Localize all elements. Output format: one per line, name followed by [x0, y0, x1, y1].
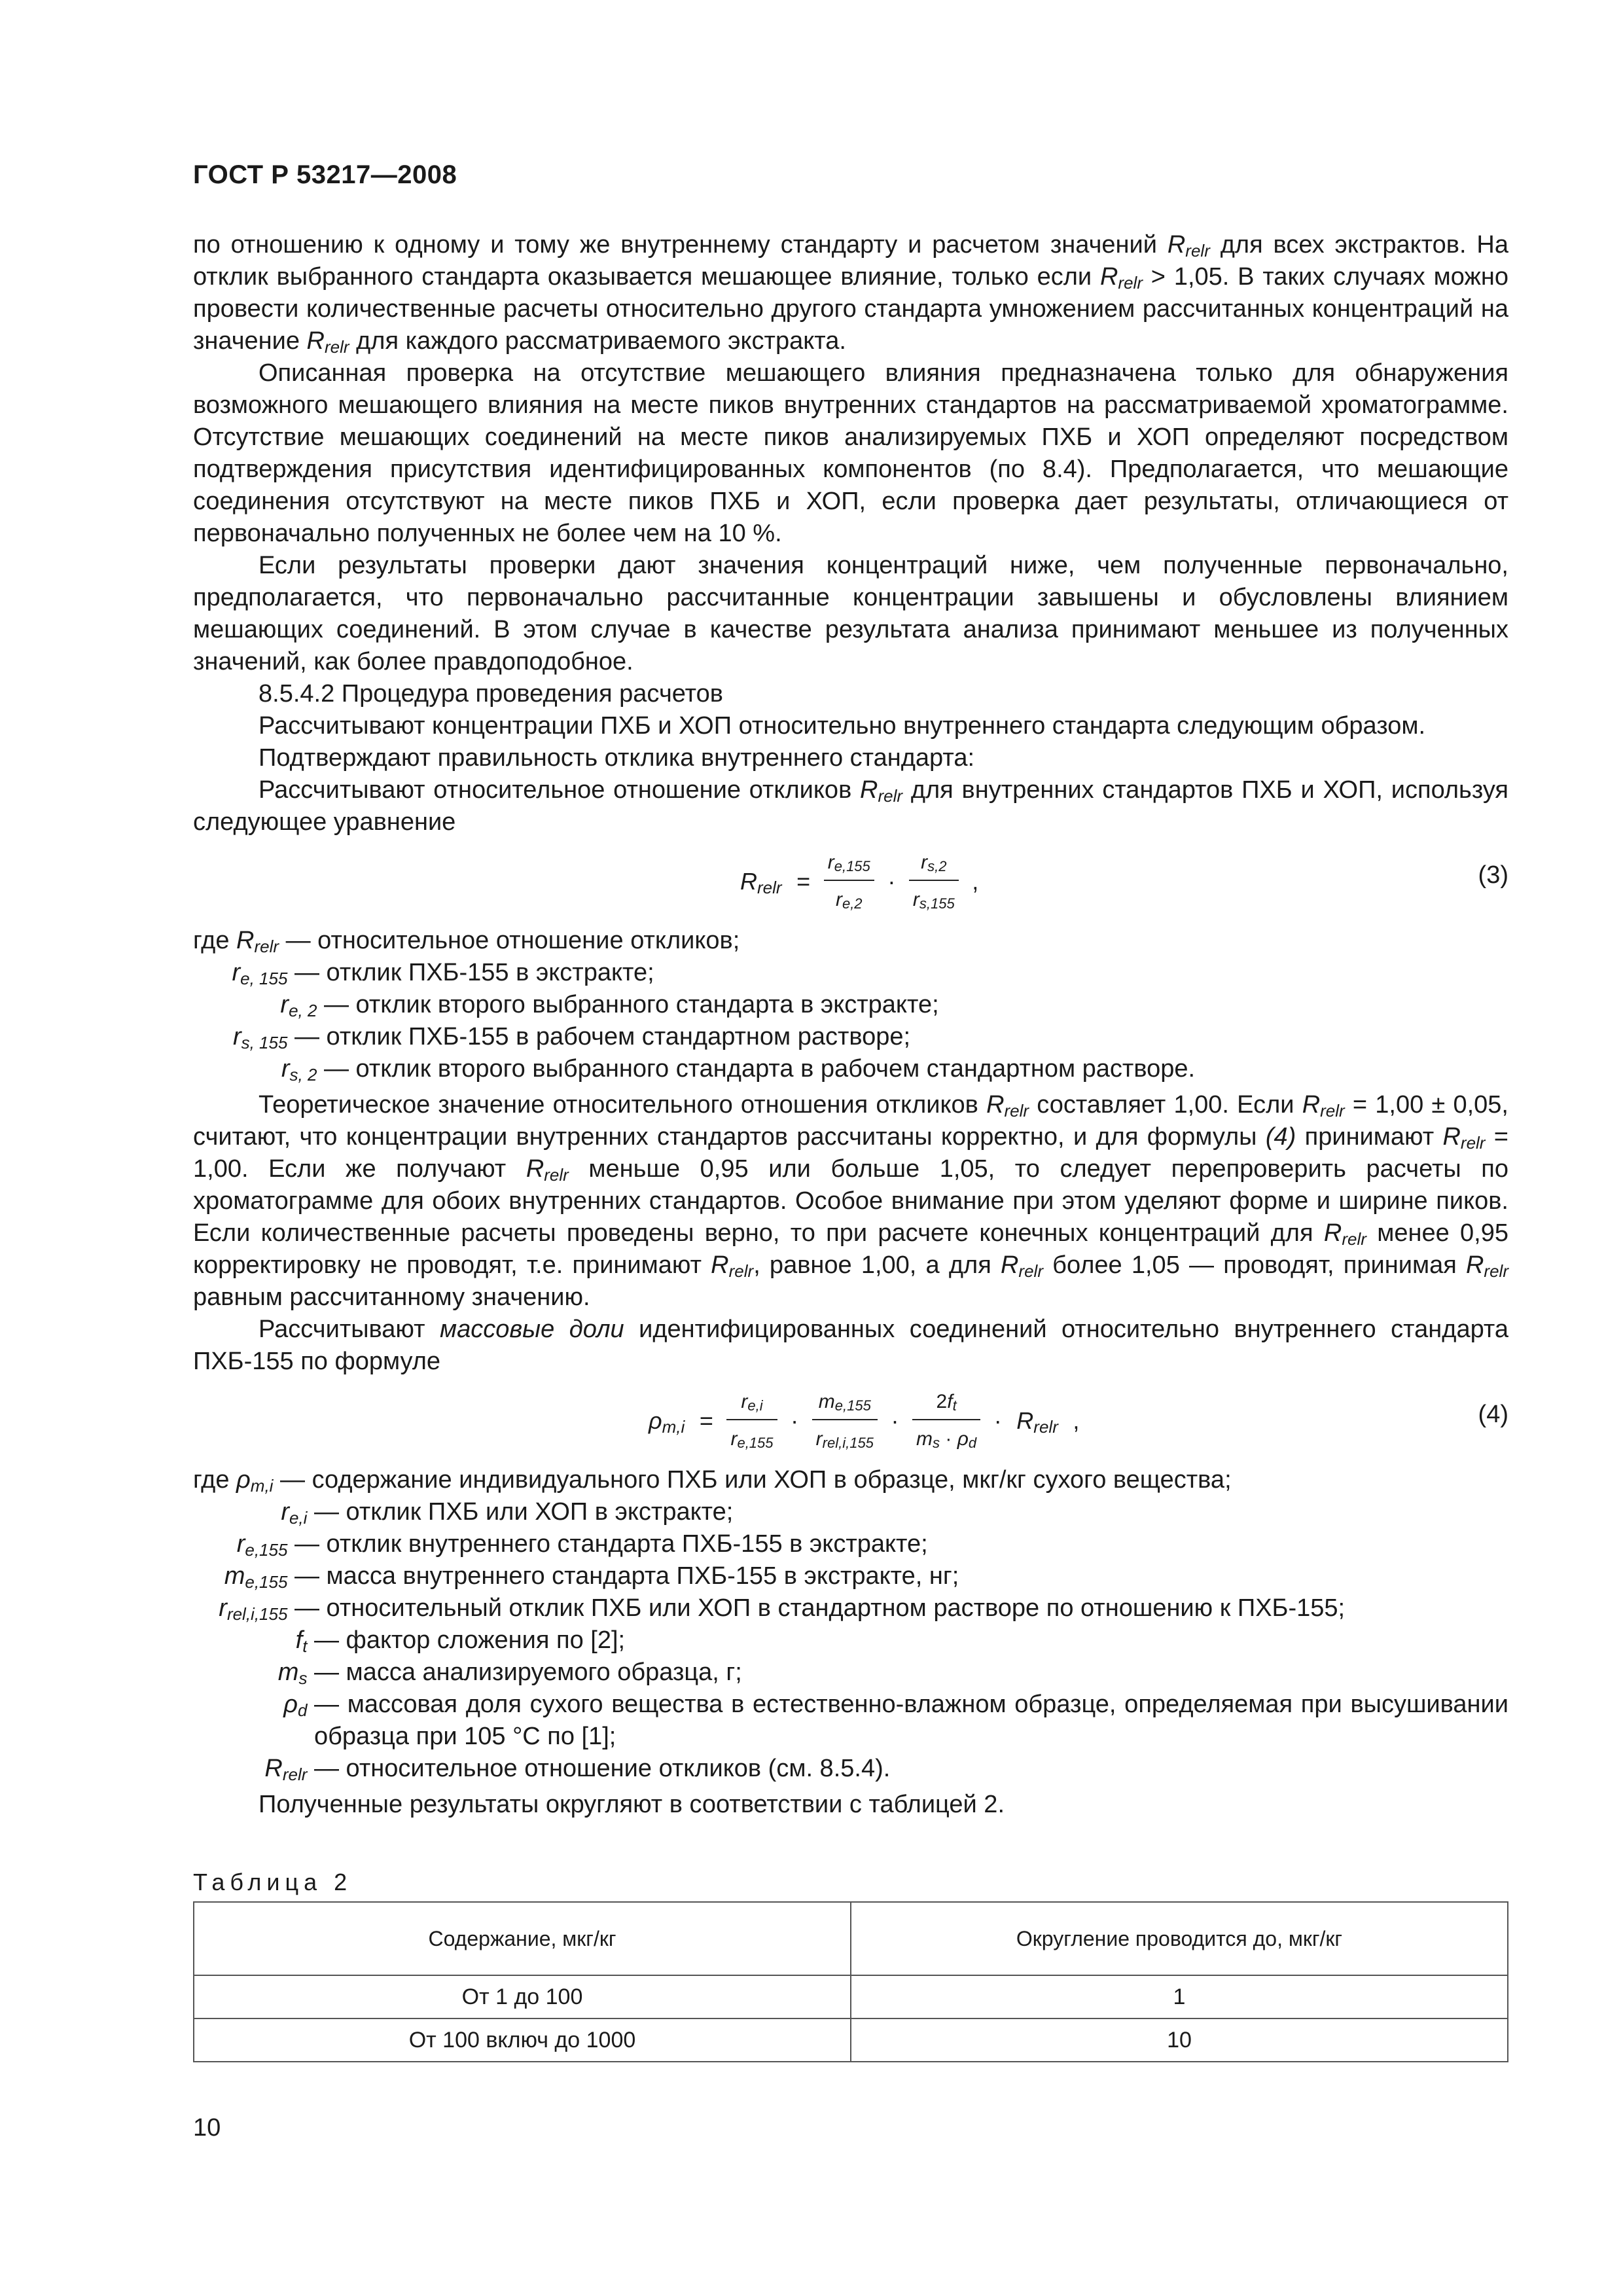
- paragraph: Рассчитывают массовые доли идентифицированных соединений относительно внутреннего стандарта ПХБ-155 по формуле: [193, 1316, 1508, 1375]
- body-text: [193, 229, 1508, 1821]
- text-span: > 1,05. В таких случаях можно провести количественные расчеты относительно другого стандарта умножением рассчитанных концентраций на значение: [193, 263, 1508, 355]
- table-header-cell: Содержание, мкг/кг: [194, 1902, 851, 1975]
- multiply-dot: ·: [993, 1407, 1002, 1434]
- rounding-table: [193, 1901, 1508, 2062]
- paragraph: Описанная проверка на отсутствие мешающего влияния предназначена только для обнаружения возможного мешающего влияния на месте пиков внутренних стандартов на рассматриваемой хроматограмме. Отсутствие мешающих соединений на месте пиков анализируемых ПХБ и ХОП определяют посредством подтверждения присутствия идентифицированных компонентов (по 8.4). Предполагается, что мешающие соединения отсутствуют на месте пиков ПХБ и ХОП, если проверка дает результаты, отличающиеся от первоначально полученных не более чем на 10 %.: [193, 359, 1508, 547]
- text-span: для каждого рассматриваемого экстракта.: [349, 327, 846, 355]
- table-cell: От 100 включ до 1000: [194, 2018, 851, 2062]
- legend-row: где $\rho_{m,i}$ — содержание индивидуального ПХБ или ХОП в образце, мкг/кг сухого вещества;: [193, 1466, 1232, 1496]
- equals-sign: =: [699, 1407, 713, 1434]
- legend-row: $r_{rel,i,155}$ — относительный отклик ПХБ или ХОП в стандартном растворе по отношению к ПХБ-155;: [219, 1594, 1346, 1624]
- formula-3: [193, 846, 1508, 918]
- multiply-dot: ·: [891, 1407, 899, 1434]
- paragraph: Теоретическое значение относительного отношения откликов $R_{relr}$ составляет 1,00. Если $R_{relr} = 1,00 \pm 0,05$, считают, что концентрации внутренних стандартов рассчитаны корректно, и для формулы (4) принимают $R_{relr} = 1,00$. Если же получают $R_{relr}$ меньше 0,95 или больше 1,05, то следует перепроверить расчеты по хроматограмме для обоих внутренних стандартов. Особое внимание при этом уделяют форме и ширине пиков. Если количественные расчеты проведены верно, то при расчете конечных концентраций для $R_{relr}$ менее 0,95 корректировку не проводят, т.е. принимают $R_{relr}$, равное 1,00, а для $R_{relr}$ более 1,05 — проводят, принимая $R_{relr}$ равным рассчитанному значению.: [193, 1091, 1508, 1311]
- page-number: 10: [193, 2114, 221, 2142]
- table-caption: Таблица 2: [193, 1869, 353, 1895]
- formula-legend: [193, 1464, 1508, 1785]
- legend-row: $r_{e, 155}$ — отклик ПХБ-155 в экстракте;: [232, 959, 654, 988]
- legend-row: $r_{s, 2}$ — отклик второго выбранного стандарта в рабочем стандартном растворе.: [281, 1055, 1196, 1085]
- symbol-R-relr: $R_{relr}$: [1099, 263, 1143, 293]
- table-header-row: [194, 1902, 1508, 1975]
- legend-row: $r_{e, 2}$ — отклик второго выбранного стандарта в экстракте;: [280, 991, 939, 1020]
- paragraph: Подтверждают правильность отклика внутреннего стандарта:: [259, 744, 975, 772]
- paragraph: [193, 774, 1508, 838]
- text-span: Рассчитывают относительное отношение откликов: [259, 776, 861, 804]
- legend-row: $r_{e,155}$ — отклик внутреннего стандарта ПХБ-155 в экстракте;: [236, 1530, 928, 1560]
- table-header-cell: Округление проводится до, мкг/кг: [851, 1902, 1508, 1975]
- table-cell: 10: [851, 2018, 1508, 2062]
- fraction: $\frac{2f_t}{m_s \cdot \rho_d}$: [912, 1386, 980, 1455]
- fraction: $\frac{r_{e,i}}{r_{e,155}}$: [726, 1386, 777, 1455]
- paragraph: Полученные результаты округляют в соответствии с таблицей 2.: [259, 1791, 1005, 1818]
- symbol-R-relr: $R_{relr}$: [306, 327, 349, 357]
- legend-row: $\rho_d$ — массовая доля сухого вещества в естественно-влажном образце, определяемая при высушивании образца при 105 °С по [1];: [283, 1691, 1508, 1750]
- formula-legend: [193, 925, 1508, 1085]
- formula-lhs: $R_{relr}$: [740, 867, 782, 897]
- fraction: $\frac{m_{e,155}}{r_{rel,i,155}}$: [812, 1386, 878, 1455]
- legend-row: $r_{s, 155}$ — отклик ПХБ-155 в рабочем стандартном растворе;: [232, 1023, 911, 1052]
- legend-row: $m_s$ — масса анализируемого образца, г;: [277, 1659, 742, 1688]
- symbol-R-relr: $R_{relr}$: [860, 776, 903, 806]
- section-heading: 8.5.4.2 Процедура проведения расчетов: [259, 680, 723, 708]
- formula-number: (3): [1478, 861, 1508, 889]
- symbol-R-relr: $R_{relr}$: [1167, 231, 1210, 260]
- legend-row: где $R_{relr}$ — относительное отношение откликов;: [193, 927, 740, 956]
- document-header: ГОСТ Р 53217—2008: [193, 160, 457, 189]
- legend-row: $f_t$ — фактор сложения по [2];: [295, 1626, 626, 1656]
- table-cell: 1: [851, 1975, 1508, 2018]
- paragraph: [193, 229, 1508, 357]
- formula-4: $\rho_{m,i}$ = $\frac{r_{e,i}}{r_{e,155}}$ · $\frac{m_{e,155}}{r_{rel,i,155}}$ · $\frac{2f_t}{m_s \cdot \rho_d}$ · $R_{relr}$ , (4): [193, 1386, 1508, 1458]
- formula-lhs: $\rho_{m,i}$: [649, 1407, 685, 1437]
- multiply-dot: ·: [887, 867, 896, 895]
- paragraph: Если результаты проверки дают значения концентраций ниже, чем полученные первоначально, предполагается, что первоначально рассчитанные концентрации завышены и обусловлены влиянием мешающих соединений. В этом случае в качестве результата анализа принимают меньшее из полученных значений, как более правдоподобное.: [193, 552, 1508, 675]
- multiply-dot: ·: [791, 1407, 799, 1434]
- table-row: [194, 2018, 1508, 2062]
- fraction: $\frac{r_{s,2}}{r_{s,155}}$: [909, 846, 959, 916]
- text-span: по отношению к одному и тому же внутреннему стандарту и расчетом значений: [193, 231, 1168, 259]
- text-span: для всех экстрактов. На отклик выбранного стандарта оказывается мешающее влияние, только если: [193, 231, 1508, 291]
- legend-row: $r_{e,i}$ — отклик ПХБ или ХОП в экстракте;: [281, 1498, 734, 1528]
- legend-row: $m_{e,155}$ — масса внутреннего стандарта ПХБ-155 в экстракте, нг;: [224, 1562, 959, 1592]
- formula-number: (4): [1478, 1401, 1508, 1428]
- formula-comma: ,: [1073, 1407, 1080, 1434]
- text-span: для внутренних стандартов ПХБ и ХОП, используя следующее уравнение: [193, 776, 1508, 836]
- paragraph: Рассчитывают концентрации ПХБ и ХОП относительно внутреннего стандарта следующим образом.: [259, 712, 1426, 740]
- fraction: $\frac{r_{e,155}}{r_{e,2}}$: [824, 846, 874, 916]
- table-row: [194, 1975, 1508, 2018]
- equals-sign: =: [796, 867, 811, 895]
- legend-row: $R_{relr}$ — относительное отношение откликов (см. 8.5.4).: [264, 1755, 891, 1784]
- table-cell: От 1 до 100: [194, 1975, 851, 2018]
- formula-comma: ,: [972, 867, 979, 895]
